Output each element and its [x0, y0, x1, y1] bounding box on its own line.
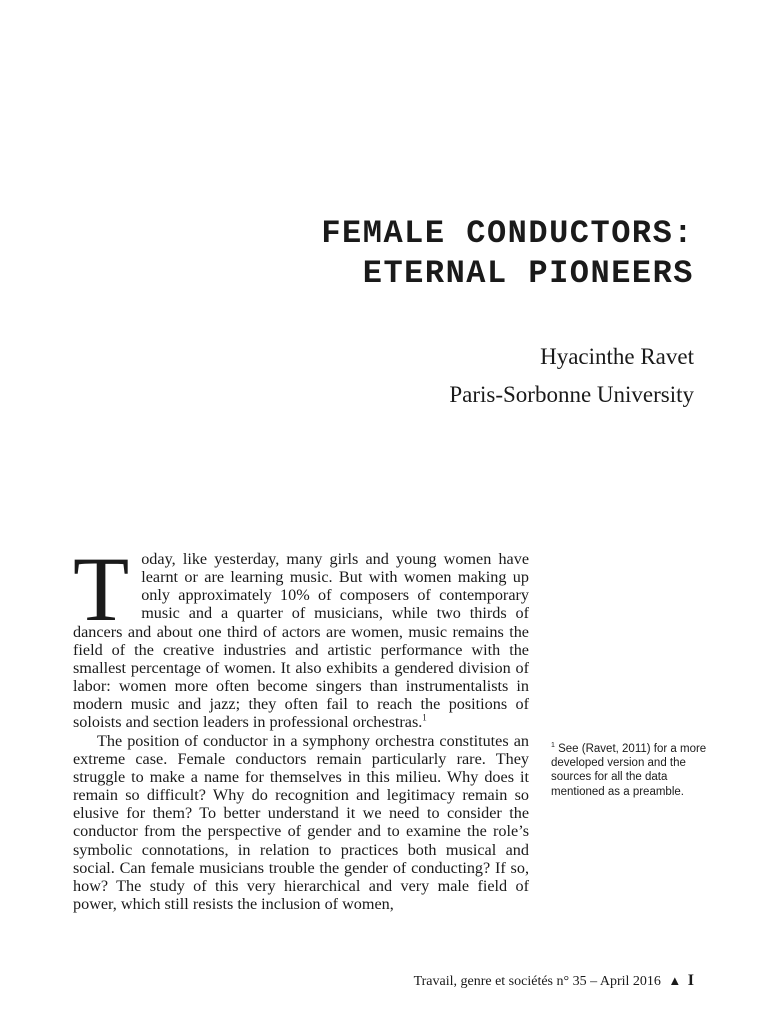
title-line-1: FEMALE CONDUCTORS:: [321, 215, 694, 252]
footnote: [551, 742, 711, 799]
paragraph-2: The position of conductor in a symphony orchestra constitutes an extreme case. Female conductors remain particularly rare. They struggle to make a name for themselves in this milieu. Why does it remain so difficult? Why do recognition and legitimacy remain so elusive for them? To better understand it we need to consider the conductor from the perspective of gender and to examine the role’s symbolic connotations, in relation to practices both musical and social. Can female musicians trouble the gender of conducting? If so, how? The study of this very hierarchical and very male field of power, which still resists the inclusion of women,: [73, 731, 529, 913]
footnote-text: See (Ravet, 2011) for a more developed version and the sources for all the data mentioned as a preamble.: [551, 743, 707, 798]
article-body: [73, 538, 529, 913]
page-footer: [414, 972, 694, 990]
journal-info: Travail, genre et sociétés n° 35 – April 2016: [413, 974, 661, 989]
author-affiliation: Paris-Sorbonne University: [449, 382, 694, 407]
triangle-icon: ▲: [668, 973, 682, 988]
article-title: [321, 214, 694, 294]
title-line-2: ETERNAL PIONEERS: [362, 255, 694, 292]
page-number: I: [687, 972, 694, 989]
author-name: Hyacinthe Ravet: [540, 344, 694, 369]
footnote-number: 1: [551, 742, 555, 750]
paragraph-1: [73, 538, 529, 732]
drop-cap: T: [73, 538, 130, 640]
footnote-ref: 1: [422, 713, 427, 724]
paragraph-1-text: oday, like yesterday, many girls and young women have learnt or are learning music. But with women making up only approximately 10% of composers of contemporary music and a quarter of musicians, while two thirds of dancers and about one third of actors are women, music remains the field of the creative industries and artistic performance with the smallest percentage of women. It also exhibits a gendered division of labor: women more often become singers than instrumentalists in modern music and jazz; they often fail to reach the positions of soloists and section leaders in professional orchestras.: [73, 550, 529, 732]
